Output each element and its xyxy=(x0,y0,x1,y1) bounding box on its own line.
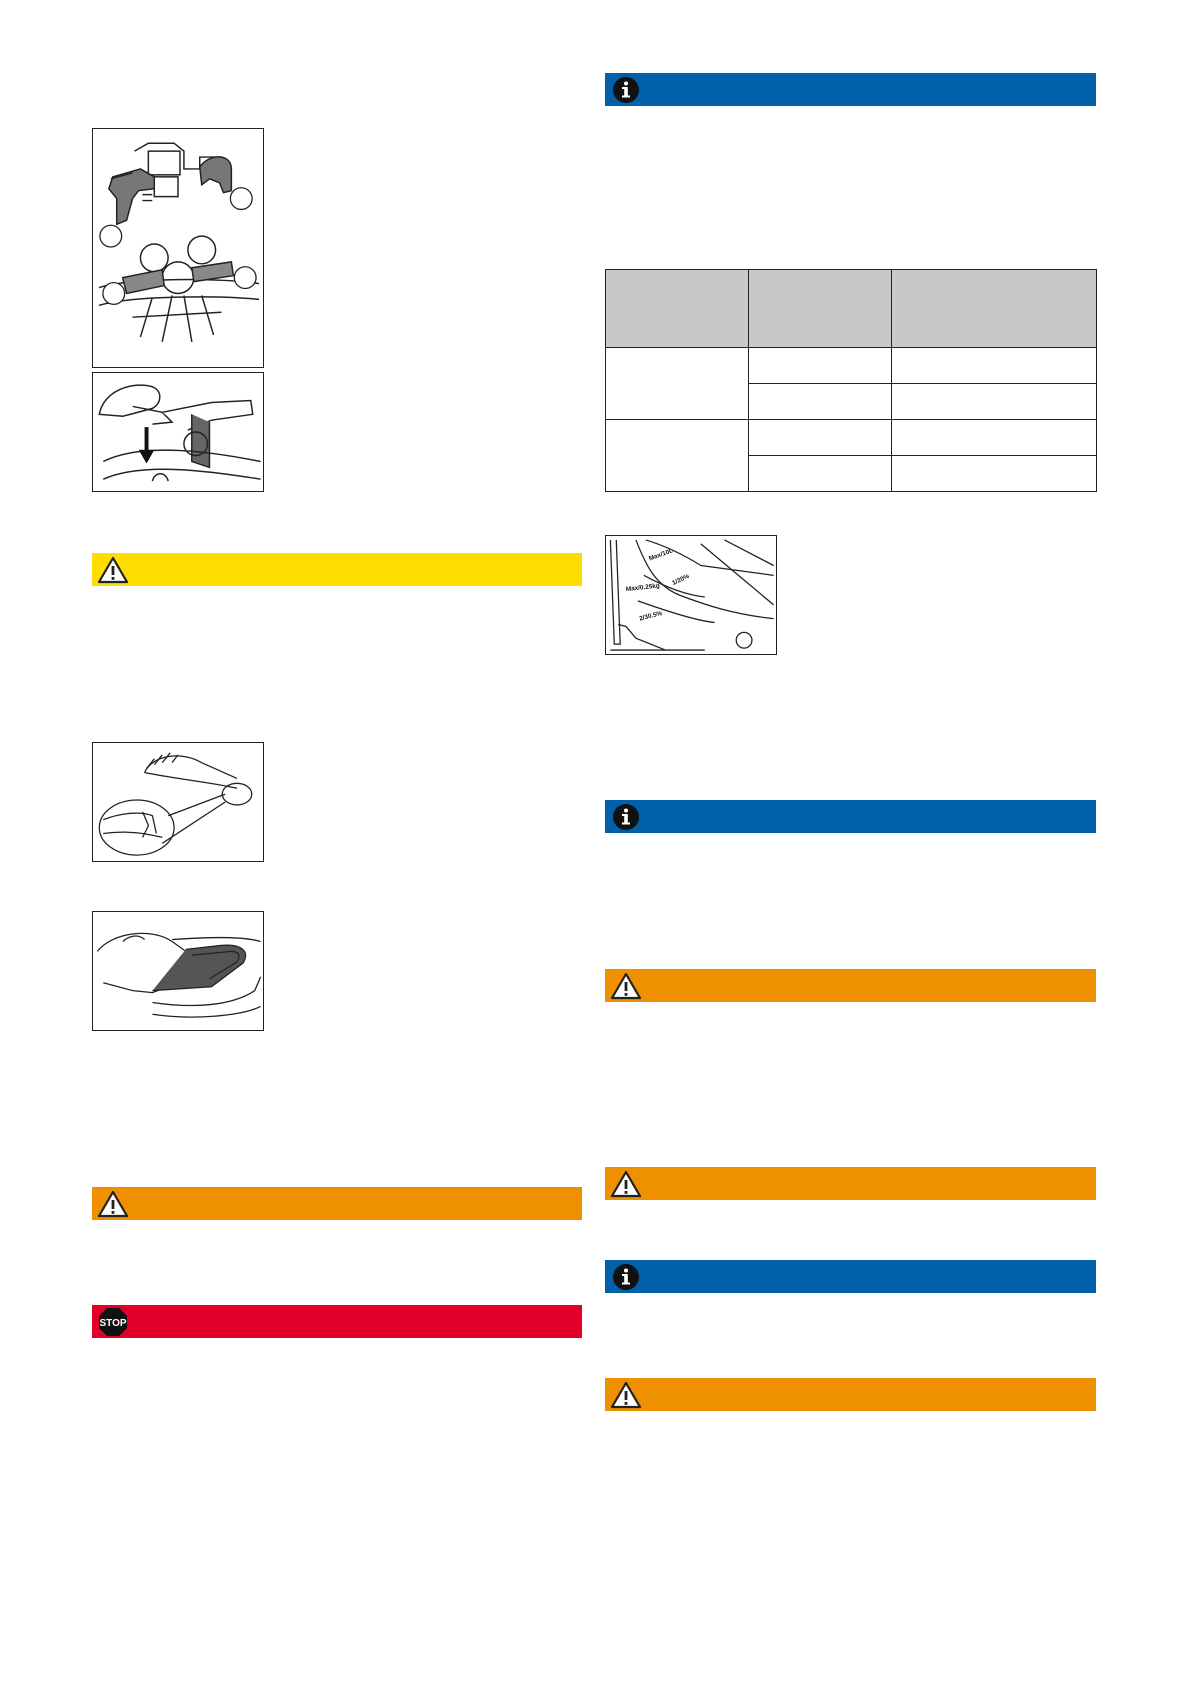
table-header-cell xyxy=(892,270,1097,348)
callout-circle xyxy=(234,267,256,289)
info-icon xyxy=(609,75,643,105)
table-cell xyxy=(749,384,892,420)
press-lever-illustration xyxy=(93,373,263,491)
warning-triangle-icon xyxy=(609,1169,643,1199)
table-cell xyxy=(749,420,892,456)
table-cell xyxy=(892,348,1097,384)
warning-triangle-icon xyxy=(609,971,643,1001)
info-banner xyxy=(605,1260,1096,1293)
table-cell xyxy=(749,348,892,384)
tank-marking-label: Max/0.25kg xyxy=(625,582,661,594)
table-group-label xyxy=(606,420,749,492)
caution-banner xyxy=(605,1167,1096,1200)
figure-hook-detail xyxy=(92,742,264,862)
stop-sign-icon xyxy=(96,1307,130,1337)
tank-marking-label: 1/20% xyxy=(671,572,691,587)
info-banner xyxy=(605,73,1096,106)
table-cell xyxy=(892,420,1097,456)
table-row xyxy=(606,420,1097,456)
callout-circle xyxy=(230,188,252,210)
tank-marking-label: Max/10L xyxy=(647,547,675,563)
table-cell xyxy=(892,456,1097,492)
hook-detail-illustration xyxy=(93,743,263,861)
specification-table xyxy=(605,269,1097,492)
tank-level-markings-illustration xyxy=(606,536,776,654)
info-icon xyxy=(609,1262,643,1292)
table-header-cell xyxy=(606,270,749,348)
danger-banner xyxy=(92,1305,582,1338)
table-row xyxy=(606,348,1097,384)
table-group-label xyxy=(606,348,749,420)
info-icon xyxy=(609,802,643,832)
warning-triangle-icon xyxy=(96,1189,130,1219)
table-cell xyxy=(892,384,1097,420)
callout-circle xyxy=(100,225,122,247)
warning-triangle-icon xyxy=(96,555,130,585)
table-cell xyxy=(749,456,892,492)
info-banner xyxy=(605,800,1096,833)
caution-banner xyxy=(92,1187,582,1220)
warning-triangle-icon xyxy=(609,1380,643,1410)
figure-attachment-assembly xyxy=(92,128,264,368)
table-header-cell xyxy=(749,270,892,348)
tank-marking-label: 2/30.5% xyxy=(638,610,664,623)
caution-banner xyxy=(605,1378,1096,1411)
figure-tank-level-markings xyxy=(605,535,777,655)
callout-circle xyxy=(103,283,125,305)
insert-pad-illustration xyxy=(93,912,263,1030)
attachment-assembly-illustration xyxy=(93,129,263,367)
warning-banner xyxy=(92,553,582,586)
stop-sign-text: STOP xyxy=(99,1317,127,1329)
figure-insert-pad xyxy=(92,911,264,1031)
figure-press-lever xyxy=(92,372,264,492)
caution-banner xyxy=(605,969,1096,1002)
table-header-row xyxy=(606,270,1097,348)
